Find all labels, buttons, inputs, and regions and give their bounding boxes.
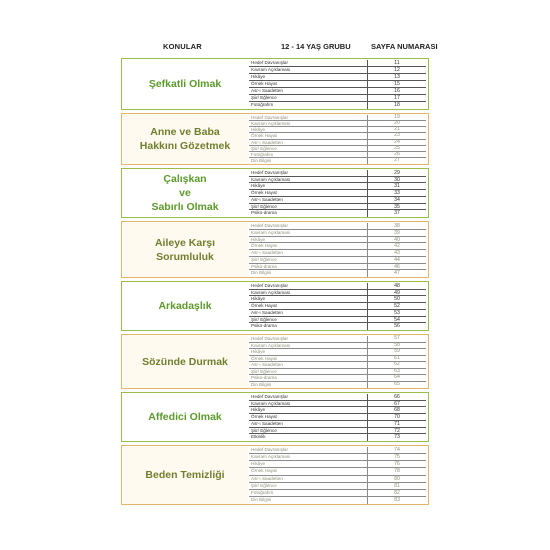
row-label: Din Bilgisi — [249, 497, 368, 504]
row-label: Hikâye — [249, 296, 368, 302]
row-label: Şiir/ Eğlence — [249, 483, 368, 489]
row-label: Örnek Hayat — [249, 303, 368, 309]
row-page-number: 23 — [394, 132, 400, 139]
table-row — [249, 483, 426, 490]
row-page-number: 53 — [394, 309, 400, 316]
row-label: Kavram Açıklaması — [249, 67, 368, 73]
table-row — [249, 67, 426, 74]
row-page-number: 66 — [394, 394, 400, 400]
topic-section — [121, 113, 429, 165]
row-label: Kavram Açıklaması — [249, 290, 368, 296]
row-page-number: 80 — [394, 475, 400, 482]
row-page-number: 50 — [394, 296, 400, 303]
topic-title-cell — [122, 335, 248, 388]
row-label: Kavram Açıklaması — [249, 177, 368, 183]
row-page-number: 81 — [394, 482, 400, 489]
table-row — [249, 434, 426, 441]
row-page-number: 16 — [394, 88, 400, 94]
row-label: Fotoğrafım — [249, 490, 368, 496]
row-page-number: 27 — [394, 156, 400, 163]
table-row — [249, 382, 426, 389]
topic-section — [121, 392, 429, 442]
row-page-number: 73 — [394, 434, 400, 441]
row-page-number: 21 — [394, 126, 400, 133]
row-page-number: 67 — [394, 400, 400, 407]
row-page-number: 26 — [394, 150, 400, 157]
topic-title: Affedici Olmak — [148, 411, 222, 423]
row-page-number: 25 — [394, 144, 400, 151]
row-label: Hedef Davranışlar — [249, 170, 368, 176]
row-label: Hikâye — [249, 461, 368, 467]
table-row — [249, 183, 426, 190]
topic-title-cell — [122, 114, 248, 164]
topic-rows — [249, 283, 426, 329]
row-page-number: 19 — [394, 114, 400, 120]
row-label: Hedef Davranışlar — [249, 336, 368, 342]
table-row — [249, 257, 426, 264]
row-page-number: 64 — [394, 374, 400, 380]
topic-section — [121, 445, 429, 505]
row-page-number: 68 — [394, 407, 400, 414]
row-label: Örnek Hayat — [249, 133, 368, 138]
table-row — [249, 158, 426, 164]
row-page-number: 35 — [394, 203, 400, 210]
row-page-number: 11 — [394, 60, 400, 66]
row-label: Din Bilgisi — [249, 158, 368, 164]
row-label: Din Bilgisi — [249, 270, 368, 277]
row-label: Kavram Açıklaması — [249, 121, 368, 126]
row-page-number: 15 — [394, 81, 400, 87]
header-topics: KONULAR — [163, 42, 202, 51]
table-row — [249, 296, 426, 303]
row-page-number: 61 — [394, 354, 400, 361]
topic-section — [121, 334, 429, 389]
row-page-number: 13 — [394, 74, 400, 80]
row-page-number: 83 — [394, 496, 400, 503]
row-label: Hedef Davranışlar — [249, 115, 368, 120]
row-label: Kavram Açıklaması — [249, 343, 368, 349]
row-label: Şiir/ Eğlence — [249, 95, 368, 101]
row-page-number: 47 — [394, 270, 400, 277]
row-label: Psiko-drama — [249, 264, 368, 270]
row-label: Şiir/ Eğlence — [249, 146, 368, 151]
table-row — [249, 428, 426, 435]
topic-title: Çalışkan ve Sabırlı Olmak — [151, 173, 219, 213]
row-page-number: 17 — [394, 95, 400, 101]
topic-section — [121, 281, 429, 331]
row-label: Psiko-drama — [249, 210, 368, 217]
topic-section — [121, 58, 429, 110]
row-page-number: 24 — [394, 138, 400, 145]
table-row — [249, 283, 426, 290]
row-label: Hedef Davranışlar — [249, 283, 368, 289]
row-label: Örnek Hayat — [249, 356, 368, 362]
row-page-number: 74 — [394, 447, 400, 453]
table-row — [249, 190, 426, 197]
table-row — [249, 60, 426, 67]
row-label: Fotoğrafım — [249, 102, 368, 109]
table-row — [249, 414, 426, 421]
row-page-number: 20 — [394, 120, 400, 127]
table-row — [249, 81, 426, 88]
row-page-number: 29 — [394, 170, 400, 176]
topic-title-cell — [122, 446, 248, 504]
row-label: Asr-ı Saadetten — [249, 197, 368, 203]
row-label: Hikâye — [249, 74, 368, 80]
header-age-group: 12 - 14 YAŞ GRUBU — [281, 42, 351, 51]
table-row — [249, 237, 426, 244]
topic-section — [121, 221, 429, 278]
table-row — [249, 407, 426, 414]
table-row — [249, 270, 426, 277]
row-page-number: 43 — [394, 250, 400, 256]
row-page-number: 48 — [394, 283, 400, 289]
row-page-number: 82 — [394, 489, 400, 496]
row-page-number: 58 — [394, 341, 400, 348]
row-label: Hedef Davranışlar — [249, 60, 368, 66]
row-page-number: 75 — [394, 454, 400, 461]
row-label: Asr-ı Saadetten — [249, 88, 368, 94]
row-page-number: 40 — [394, 236, 400, 243]
table-row — [249, 454, 426, 461]
table-row — [249, 204, 426, 211]
row-page-number: 44 — [394, 256, 400, 263]
topic-rows — [249, 447, 426, 503]
row-label: Etkinlik — [249, 434, 368, 441]
table-row — [249, 310, 426, 317]
row-label: Hikâye — [249, 349, 368, 355]
topic-rows — [249, 170, 426, 216]
table-row — [249, 95, 426, 102]
table-row — [249, 170, 426, 177]
row-label: Hikâye — [249, 237, 368, 243]
row-page-number: 71 — [394, 420, 400, 427]
row-page-number: 33 — [394, 190, 400, 197]
header-page-number: SAYFA NUMARASI — [371, 42, 438, 51]
row-page-number: 63 — [394, 367, 400, 374]
row-label: Fotoğrafım — [249, 152, 368, 157]
row-label: Örnek Hayat — [249, 243, 368, 249]
row-page-number: 42 — [394, 243, 400, 250]
table-row — [249, 476, 426, 483]
topic-rows — [249, 60, 426, 108]
row-label: Örnek Hayat — [249, 81, 368, 87]
row-label: Hikâye — [249, 407, 368, 413]
table-row — [249, 401, 426, 408]
topic-rows — [249, 115, 426, 163]
table-row — [249, 197, 426, 204]
row-label: Hedef Davranışlar — [249, 447, 368, 453]
table-row — [249, 317, 426, 324]
table-row — [249, 447, 426, 454]
row-label: Örnek Hayat — [249, 468, 368, 474]
table-row — [249, 421, 426, 428]
topic-title: Anne ve Baba Hakkını Gözetmek — [139, 126, 231, 152]
table-row — [249, 264, 426, 271]
row-page-number: 59 — [394, 348, 400, 354]
topic-title: Aileye Karşı Sorumluluk — [154, 236, 216, 263]
table-row — [249, 394, 426, 401]
row-page-number: 39 — [394, 229, 400, 236]
topic-section — [121, 168, 429, 218]
row-page-number: 12 — [394, 67, 400, 73]
row-label: Kavram Açıklaması — [249, 454, 368, 460]
table-row — [249, 230, 426, 237]
row-page-number: 76 — [394, 461, 400, 468]
row-label: Asr-ı Saadetten — [249, 362, 368, 368]
row-label: Asr-ı Saadetten — [249, 476, 368, 482]
row-page-number: 37 — [394, 210, 400, 217]
row-label: Şiir/ Eğlence — [249, 257, 368, 263]
topic-rows — [249, 336, 426, 387]
topic-rows — [249, 223, 426, 276]
row-label: Hedef Davranışlar — [249, 223, 368, 229]
row-label: Şiir/ Eğlence — [249, 369, 368, 375]
table-row — [249, 243, 426, 250]
table-row — [249, 468, 426, 475]
topic-title: Beden Temizliği — [145, 469, 225, 481]
topic-title-cell — [122, 59, 248, 109]
row-label: Asr-ı Saadetten — [249, 250, 368, 256]
row-page-number: 31 — [394, 183, 400, 190]
table-row — [249, 323, 426, 330]
row-label: Şiir/ Eğlence — [249, 317, 368, 323]
row-page-number: 57 — [394, 335, 400, 341]
table-row — [249, 303, 426, 310]
row-page-number: 62 — [394, 361, 400, 367]
table-row — [249, 497, 426, 504]
table-row — [249, 490, 426, 497]
row-label: Asr-ı Saadetten — [249, 310, 368, 316]
row-page-number: 34 — [394, 196, 400, 203]
row-label: Hikâye — [249, 127, 368, 132]
row-page-number: 70 — [394, 414, 400, 421]
table-row — [249, 290, 426, 297]
row-page-number: 38 — [394, 223, 400, 229]
row-page-number: 65 — [394, 380, 400, 387]
topic-title-cell — [122, 393, 248, 441]
table-row — [249, 210, 426, 217]
row-label: Örnek Hayat — [249, 190, 368, 196]
table-row — [249, 88, 426, 95]
table-row — [249, 102, 426, 109]
row-label: Din Bilgisi — [249, 382, 368, 389]
row-label: Asr-ı Saadetten — [249, 140, 368, 145]
row-page-number: 52 — [394, 303, 400, 310]
row-label: Şiir/ Eğlence — [249, 428, 368, 434]
row-label: Hedef Davranışlar — [249, 394, 368, 400]
table-row — [249, 250, 426, 257]
topic-title: Arkadaşlık — [158, 300, 212, 312]
topic-title-cell — [122, 282, 248, 330]
table-header — [0, 42, 550, 54]
row-label: Kavram Açıklaması — [249, 230, 368, 236]
topic-title-cell — [122, 169, 248, 217]
topic-title: Şefkatli Olmak — [148, 78, 222, 90]
table-row — [249, 74, 426, 81]
row-page-number: 56 — [394, 323, 400, 330]
topic-title-cell — [122, 222, 248, 277]
row-page-number: 18 — [394, 102, 400, 108]
table-row — [249, 223, 426, 230]
row-label: Hikâye — [249, 183, 368, 189]
row-page-number: 30 — [394, 176, 400, 183]
row-page-number: 49 — [394, 289, 400, 296]
topic-rows — [249, 394, 426, 440]
row-label: Psiko-drama — [249, 375, 368, 381]
row-label: Psiko-drama — [249, 323, 368, 330]
table-row — [249, 177, 426, 184]
row-label: Asr-ı Saadetten — [249, 421, 368, 427]
row-page-number: 54 — [394, 316, 400, 323]
row-page-number: 78 — [394, 468, 400, 475]
row-label: Şiir/ Eğlence — [249, 204, 368, 210]
row-page-number: 46 — [394, 263, 400, 270]
topic-title: Sözünde Durmak — [142, 355, 228, 368]
table-row — [249, 461, 426, 468]
row-label: Örnek Hayat — [249, 414, 368, 420]
row-page-number: 72 — [394, 427, 400, 434]
row-label: Kavram Açıklaması — [249, 401, 368, 407]
